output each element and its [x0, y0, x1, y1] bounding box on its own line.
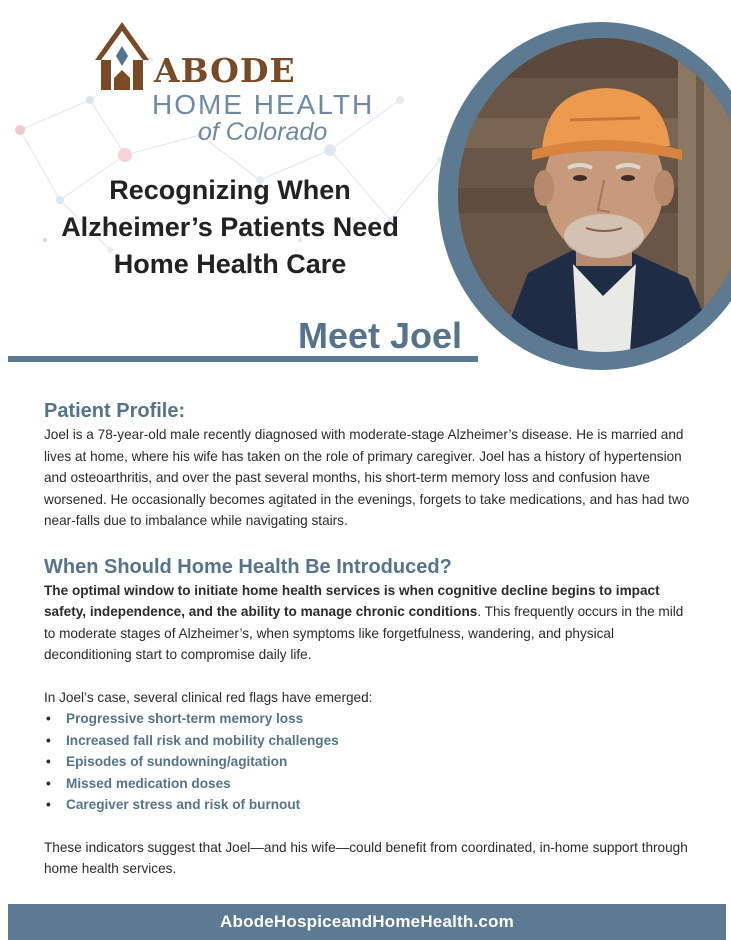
- red-flag-text: Episodes of sundowning/agitation: [66, 754, 288, 769]
- conclusion-text: These indicators suggest that Joel—and his wife—could benefit from coordinated, in-home support through home health services.: [44, 839, 688, 876]
- timing-paragraph: [44, 580, 694, 666]
- bullet-icon: •: [46, 775, 51, 791]
- brand-of-colorado: of Colorado: [198, 118, 328, 146]
- title-line-3: Home Health Care: [113, 249, 347, 279]
- bullet-icon: •: [46, 797, 51, 812]
- patient-photo: [458, 38, 731, 352]
- bullet-icon: •: [46, 754, 51, 769]
- list-item: [44, 708, 694, 730]
- footer-band: [8, 904, 726, 940]
- red-flag-text: Progressive short-term memory loss: [66, 711, 304, 726]
- meet-joel-heading: Meet Joel: [298, 315, 463, 356]
- bullet-icon: •: [46, 711, 51, 726]
- main-content: [44, 398, 694, 880]
- website-link[interactable]: AbodeHospiceandHomeHealth.com: [220, 912, 514, 931]
- house-diamond-logo-icon: [92, 16, 152, 96]
- red-flag-text: Caregiver stress and risk of burnout: [66, 797, 301, 812]
- red-flags-list: [44, 708, 694, 816]
- red-flag-text: Increased fall risk and mobility challenges: [66, 732, 339, 748]
- patient-profile-text: Joel is a 78-year-old male recently diagnosed with moderate-stage Alzheimer’s disease. He is married and lives at home, where his wife has taken on the role of primary caregiver. Joel has a history of hypertension and osteoarthritis, and over the past several months, his short-term memory loss and confusion have worsened. He occasionally becomes agitated in the evenings, forgets to take medications, and has had two near-falls due to imbalance while navigating stairs.: [44, 427, 690, 528]
- patient-profile-heading: Patient Profile:: [44, 400, 186, 422]
- brand-home-health: HOME HEALTH: [152, 89, 375, 120]
- brand-logo[interactable]: [92, 14, 392, 154]
- home-health-timing-heading: When Should Home Health Be Introduced?: [44, 555, 452, 578]
- brand-name: ABODE: [154, 51, 296, 90]
- list-item: [44, 751, 694, 773]
- red-flags-intro: In Joel’s case, several clinical red flags have emerged:: [44, 689, 373, 705]
- elderly-man-in-orange-cap-photo: [458, 38, 731, 352]
- timing-rest-text: . This frequently occurs in the mild to moderate stages of Alzheimer’s, when symptoms like forgetfulness, wandering, and physical deconditioning start to compromise daily life.: [44, 604, 684, 662]
- header-divider: [8, 356, 478, 362]
- title-line-1: Recognizing When: [109, 175, 351, 205]
- bullet-icon: •: [46, 732, 51, 748]
- list-item: [44, 773, 694, 795]
- red-flag-text: Missed medication doses: [66, 775, 231, 791]
- timing-bold-lead: The optimal window to initiate home health services is when cognitive decline begins to impact safety, independence, and the ability to manage chronic conditions: [44, 582, 660, 619]
- list-item: [44, 794, 694, 816]
- page-title: [30, 172, 430, 283]
- list-item: [44, 730, 694, 752]
- title-line-2: Alzheimer’s Patients Need: [61, 212, 399, 242]
